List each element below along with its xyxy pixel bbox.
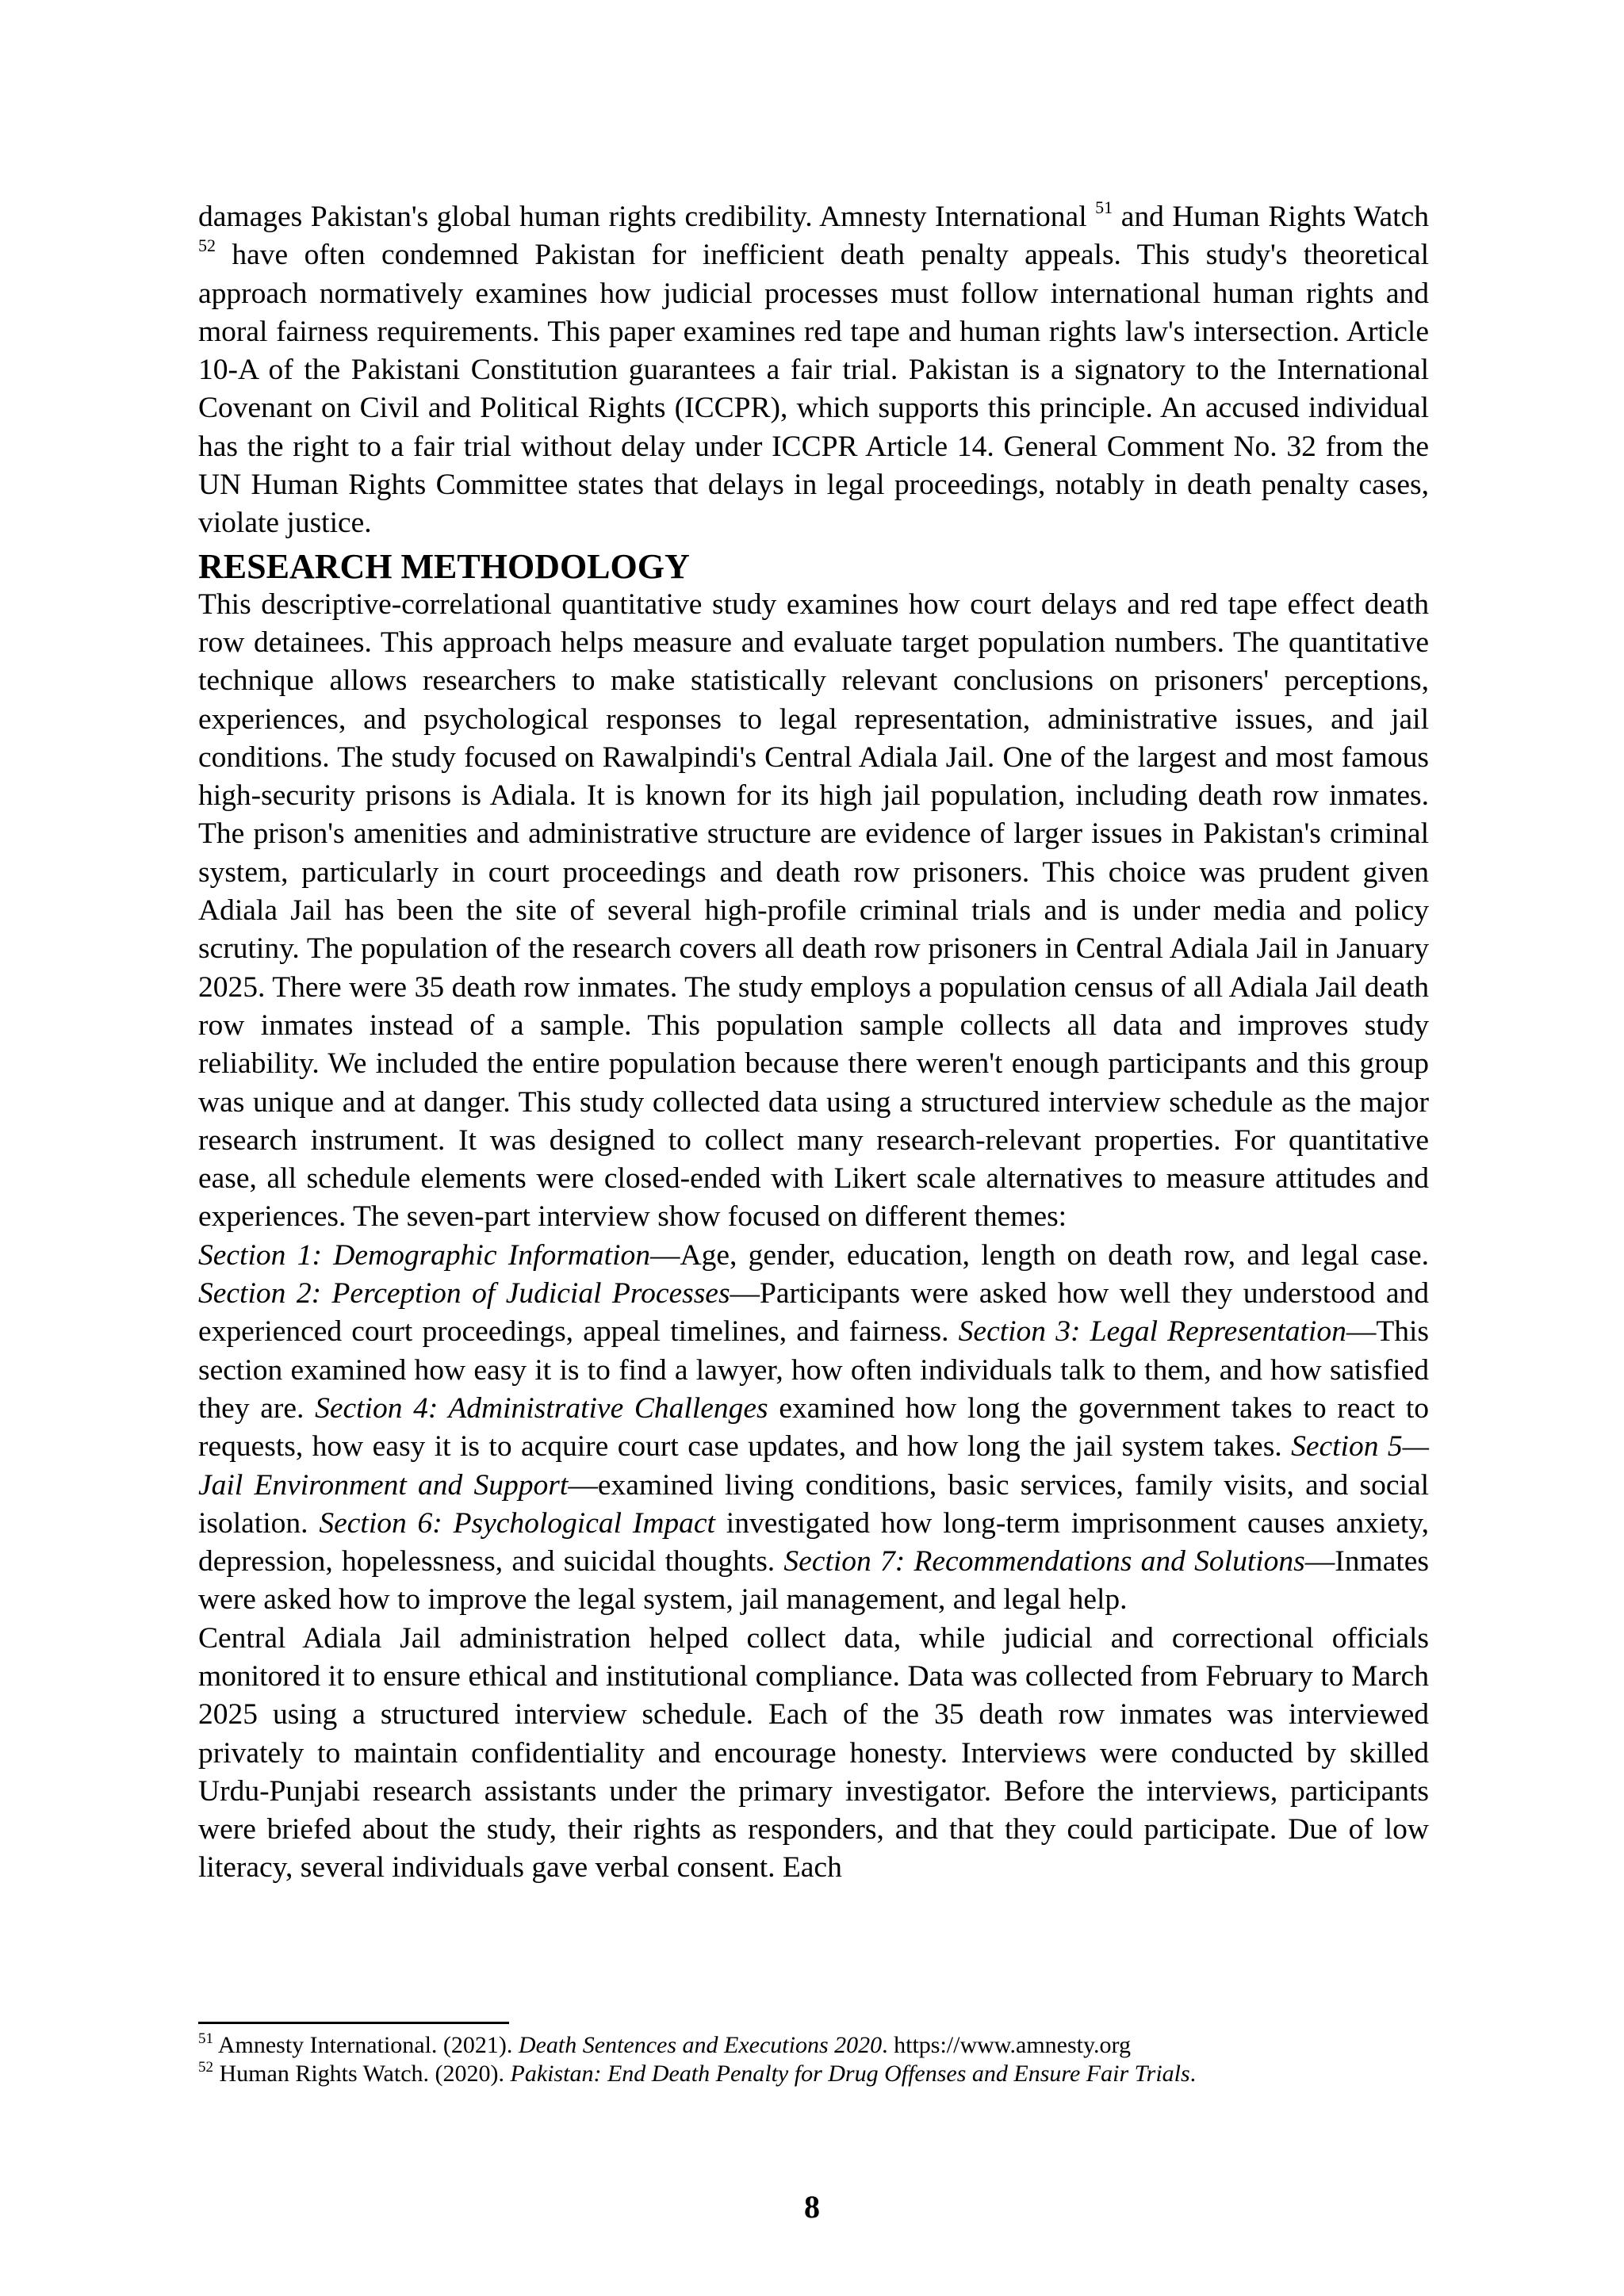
section-6-title: Section 6: Psychological Impact [319,1506,715,1540]
section-5-text: —examined living conditions, basic services, family visits, and social isolation. [198,1468,1430,1540]
section-2-title: Section 2: Perception of Judicial Processes [198,1277,730,1311]
section-heading: RESEARCH METHODOLOGY [198,546,690,586]
footnote-text: Amnesty International. (2021). [213,2032,519,2058]
intro-text: damages Pakistan's global human rights credibility. Amnesty International [198,201,1096,233]
data-collection-paragraph: Central Adiala Jail administration helped collect data, while judicial and correctional officials monitored it to ensure ethical and institutional compliance. Data was collected from February to March 2025 using a structured interview schedule. Each of the 35 death row inmates was interviewed privately to maintain confidentiality and encourage honesty. Interviews were conducted by skilled Urdu-Punjabi research assistants under the primary investigator. Before the interviews, participants were briefed about the study, their rights as responders, and that they could participate. Due of low literacy, several individuals gave verbal consent. Each [198,1621,1429,1885]
section-2-text: —Participants were asked how well they understood and experienced court proceedings, appeal timelines, and fairness. [198,1277,1429,1349]
intro-text: have often condemned Pakistan for inefficient death penalty appeals. This study's theoretical approach normatively examines how judicial processes must follow international human rights and moral fairness requirements. This paper examines red tape and human rights law's intersection. Article 10-A of the Pakistani Constitution guarantees a fair trial. Pakistan is a signatory to the International Covenant on Civil and Political Rights (ICCPR), which supports this principle. An accused individual has the right to a fair trial without delay under ICCPR Article 14. General Comment No. 32 from the UN Human Rights Committee states that delays in legal proceedings, notably in death penalty cases, violate justice. [198,239,1429,540]
section-6-text: investigated how long-term imprisonment causes anxiety, depression, hopelessness, and suicidal thoughts. [198,1506,1430,1578]
intro-paragraph [198,198,1429,543]
footnotes [198,2031,1435,2088]
section-4-text: examined how long the government takes to react to requests, how easy it is to acquire court case updates, and how long the jail system takes. [198,1391,1429,1464]
section-4-title: Section 4: Administrative Challenges [315,1391,768,1425]
section-3-title: Section 3: Legal Representation [958,1315,1346,1349]
section-3-text: —This section examined how easy it is to find a lawyer, how often individuals talk to them, and how satisfied they are. [198,1315,1429,1425]
footnote-ref-52[interactable]: 52 [198,235,216,256]
footnote-text: . https://www.amnesty.org [882,2032,1131,2058]
intro-text: and Human Rights Watch [1113,201,1429,233]
section-1-title: Section 1: Demographic Information [198,1238,650,1272]
footnote-title: Death Sentences and Executions 2020 [518,2032,883,2058]
page-number: 8 [804,2189,820,2225]
footnote-ref-51[interactable]: 51 [1095,197,1113,217]
footnote-text: Human Rights Watch. (2020). [213,2061,511,2087]
body-text [198,198,1429,1888]
footnote-52 [198,2060,1435,2088]
section-1-text: —Age, gender, education, length on death row, and legal case. [650,1238,1430,1272]
footnote-title: Pakistan: End Death Penalty for Drug Offenses and Ensure Fair Trials [510,2061,1190,2087]
footnote-number: 51 [198,2030,213,2047]
methodology-paragraph: This descriptive-correlational quantitative study examines how court delays and red tape effect death row detainees. This approach helps measure and evaluate target population numbers. The quantitative technique allows researchers to make statistically relevant conclusions on prisoners' perceptions, experiences, and psychological responses to legal representation, administrative issues, and jail conditions. The study focused on Rawalpindi's Central Adiala Jail. One of the largest and most famous high-security prisons is Adiala. It is known for its high jail population, including death row inmates. The prison's amenities and administrative structure are evidence of larger issues in Pakistan's criminal system, particularly in court proceedings and death row prisoners. This choice was prudent given Adiala Jail has been the site of several high-profile criminal trials and is under media and policy scrutiny. The population of the research covers all death row prisoners in Central Adiala Jail in January 2025. There were 35 death row inmates. The study employs a population census of all Adiala Jail death row inmates instead of a sample. This population sample collects all data and improves study reliability. We included the entire population because there weren't enough participants and this group was unique and at danger. This study collected data using a structured interview schedule as the major research instrument. It was designed to collect many research-relevant properties. For quantitative ease, all schedule elements were closed-ended with Likert scale alternatives to measure attitudes and experiences. The seven-part interview show focused on different themes: [198,587,1429,1234]
section-7-title: Section 7: Recommendations and Solutions [783,1545,1305,1578]
footnote-divider [198,2022,509,2024]
interview-sections-paragraph [198,1237,1429,1620]
footnote-number: 52 [198,2059,213,2076]
footnote-51 [198,2031,1435,2060]
section-7-text: —Inmates were asked how to improve the legal system, jail management, and legal help. [198,1545,1429,1617]
footnote-text: . [1189,2061,1197,2087]
section-5-title: Section 5—Jail Environment and Support [198,1430,1429,1502]
